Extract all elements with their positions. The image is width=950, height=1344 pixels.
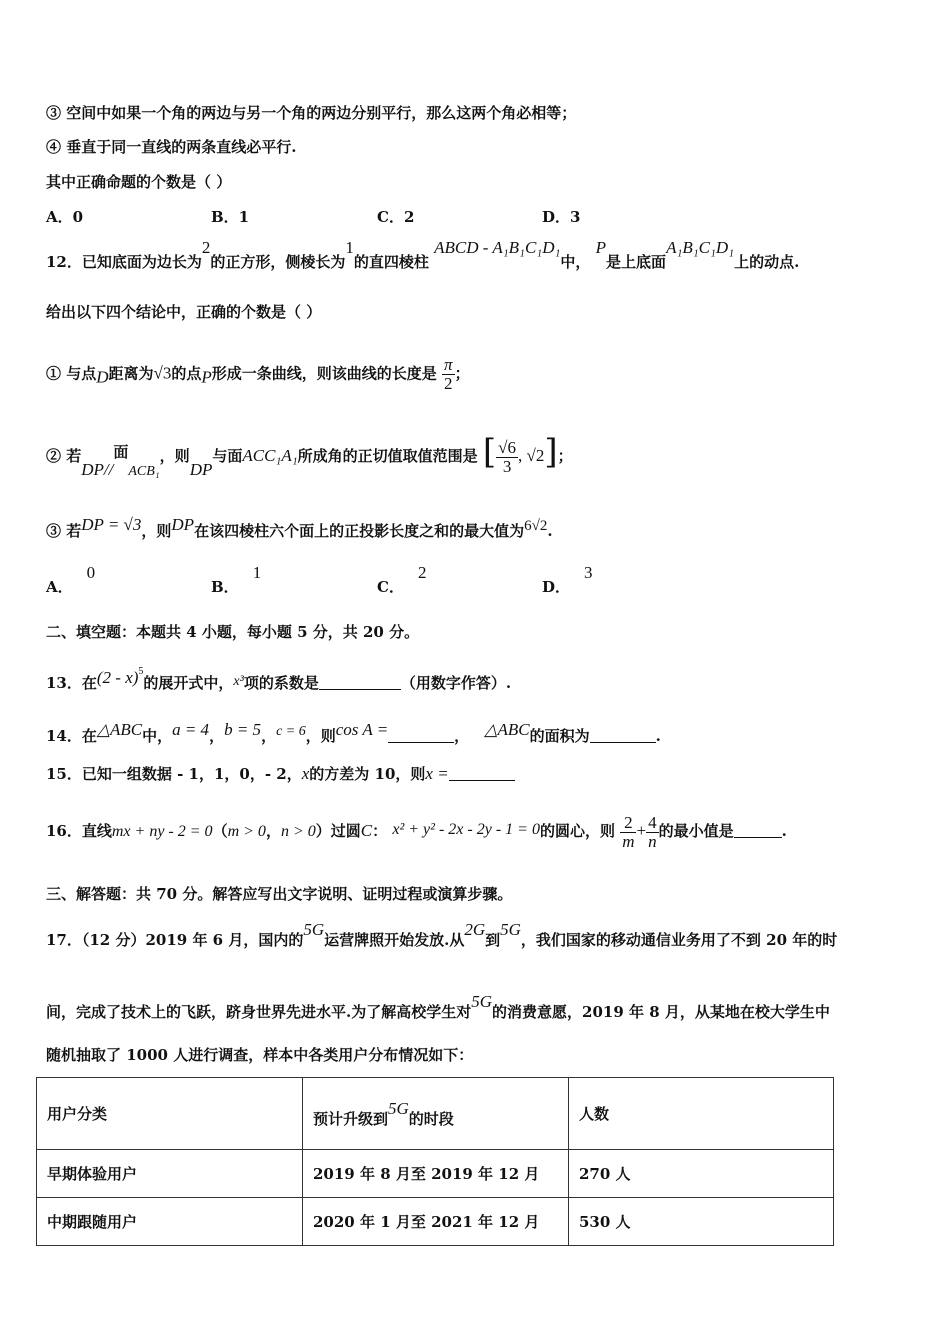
question-12-stem: 12．已知底面为边长为2的正方形，侧棱长为1的直四棱柱 ABCD - A₁B₁C₁D₁中， P是上底面A₁B₁C₁D₁上的动点. <box>46 238 800 271</box>
table-row <box>37 1198 834 1246</box>
question-15: 15．已知一组数据 - 1，1，0，- 2，x的方差为 10，则x = <box>46 764 515 784</box>
question-13: 13．在(2 - x)$^5$的展开式中，x³项的系数是 （用数字作答）. <box>46 666 512 692</box>
cell-period: 2020 年 1 月至 2021 年 12 月 <box>303 1198 569 1246</box>
cell-count: 270 人 <box>569 1150 834 1198</box>
section-3-heading: 三、解答题：共 70 分。解答应写出文字说明、证明过程或演算步骤。 <box>46 885 513 903</box>
q11-option-b: B．1 <box>211 208 250 226</box>
q16-answer-blank[interactable] <box>734 823 782 838</box>
prism-name: ABCD - A₁B₁C₁D₁ <box>434 238 561 257</box>
question-16: 16．直线mx + ny - 2 = 0（m > 0，n > 0）过圆C： x² + y² - 2x - 2y - 1 = 0的圆心，则 $\frac{2}{m}$ + $\frac{4}{n}$ 的最小值是 . <box>46 812 787 851</box>
q12-conclusion-2: ② 若DP//面ACB₁，则DP与面ACC₁A₁所成角的正切值取值范围是 [ $\frac{√6}{3}$ , √2]； <box>46 432 573 479</box>
question-17-line-3: 随机抽取了 1000 人进行调查，样本中各类用户分布情况如下： <box>46 1046 474 1064</box>
q13-answer-blank[interactable] <box>319 675 401 690</box>
q11-option-a: A．0 <box>46 208 84 226</box>
header-period: 预计升级到5G的时段 <box>303 1078 569 1150</box>
cell-count: 530 人 <box>569 1198 834 1246</box>
header-count: 人数 <box>569 1078 834 1150</box>
question-17-line-1: 17．（12 分）2019 年 6 月，国内的5G运营牌照开始发放.从2G到5G，我们国家的移动通信业务用了不到 20 年的时 <box>46 920 838 949</box>
cell-user-type: 中期跟随用户 <box>37 1198 303 1246</box>
question-12-prompt: 给出以下四个结论中，正确的个数是（ ） <box>46 303 322 321</box>
q12-conclusion-3: ③ 若DP = √3，则DP在该四棱柱六个面上的正投影长度之和的最大值为6√2. <box>46 515 553 540</box>
section-2-heading: 二、填空题：本题共 4 小题，每小题 5 分，共 20 分。 <box>46 623 420 641</box>
left-bracket: [ <box>482 432 497 472</box>
user-distribution-table <box>36 1077 834 1246</box>
table-header-row <box>37 1078 834 1150</box>
question-17-line-2: 间，完成了技术上的飞跃，跻身世界先进水平.为了解高校学生对5G的消费意愿，2019 年 8 月，从某地在校大学生中 <box>46 992 830 1021</box>
question-14: 14．在△ABC中，a = 4，b = 5，c = 6，则cos A = ， △ABC的面积为 . <box>46 720 661 745</box>
q12-conclusion-1: ① 与点D距离为√3的点P形成一条曲线，则该曲线的长度是 $\frac{\pi}{2}$ ； <box>46 355 470 393</box>
table-row <box>37 1150 834 1198</box>
statement-4: ④ 垂直于同一直线的两条直线必平行. <box>46 138 297 156</box>
q12-option-b: B．1 <box>211 563 262 596</box>
right-bracket: ] <box>544 432 558 472</box>
q12-option-d: D．3 <box>542 563 593 596</box>
question-11-prompt: 其中正确命题的个数是（ ） <box>46 173 232 191</box>
pi-over-2: $\frac{\pi}{2}$ <box>444 355 453 393</box>
cell-user-type: 早期体验用户 <box>37 1150 303 1198</box>
header-user-type: 用户分类 <box>37 1078 303 1150</box>
q12-option-a: A．0 <box>46 563 96 596</box>
cell-period: 2019 年 8 月至 2019 年 12 月 <box>303 1150 569 1198</box>
q15-answer-blank[interactable] <box>449 766 515 781</box>
q11-option-c: C．2 <box>377 208 415 226</box>
q14-area-blank[interactable] <box>590 728 656 743</box>
q14-cos-blank[interactable] <box>388 728 454 743</box>
q12-option-c: C．2 <box>377 563 427 596</box>
q11-option-d: D．3 <box>542 208 581 226</box>
statement-3: ③ 空间中如果一个角的两边与另一个角的两边分别平行，那么这两个角必相等； <box>46 104 577 122</box>
